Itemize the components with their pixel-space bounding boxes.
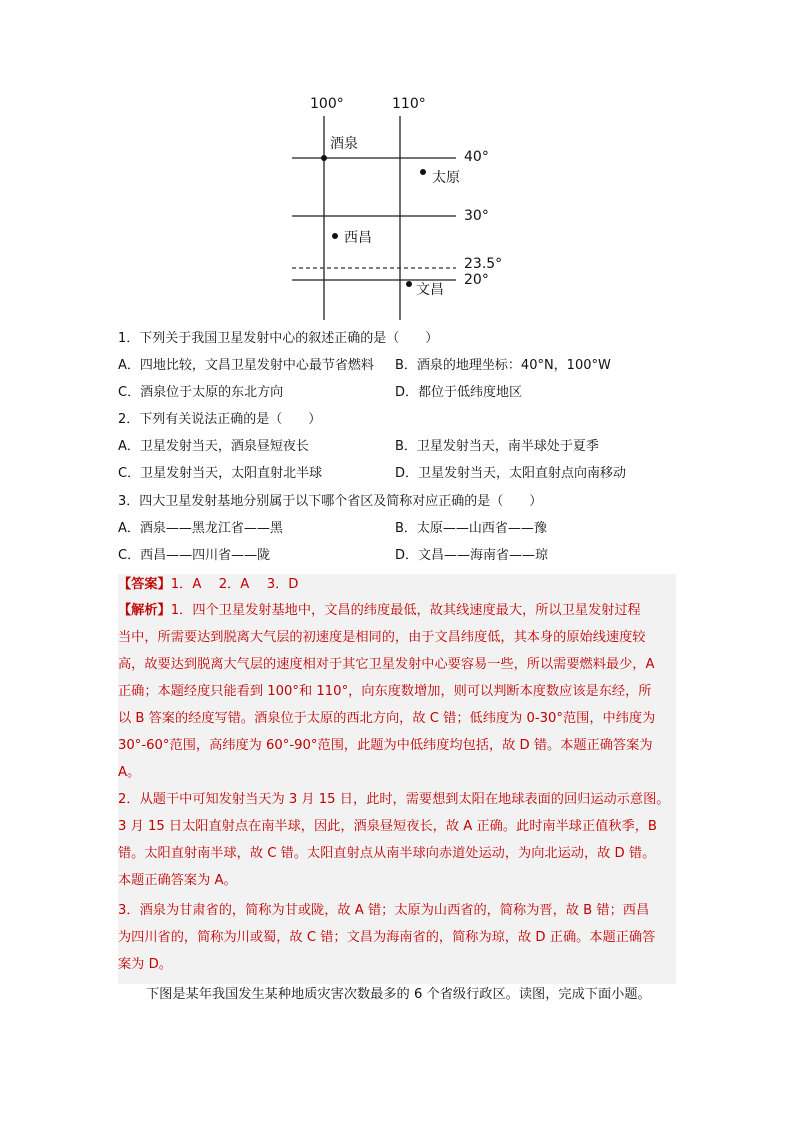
analysis-line-4: 正确；本题经度只能看到 100°和 110°，向东度数增加，则可以判断本度数应该是东经，所 [118,684,652,699]
map-grid [280,88,520,324]
analysis-line-5: 以 B 答案的经度写错。酒泉位于太原的西北方向，故 C 错；低纬度为 0-30°范围，中纬度为 [118,711,656,726]
satellite-base-map [280,88,520,324]
question-2-option-a: A．卫星发射当天，酒泉昼短夜长 [118,439,309,454]
question-2-option-c: C．卫星发射当天，太阳直射北半球 [118,466,323,481]
jiuquan-point [321,155,327,161]
taiyuan-point [420,169,426,175]
lat-label-30: 30° [464,208,489,224]
answer-tag: 【答案】 [118,577,171,592]
analysis-line-9: 3 月 15 日太阳直射点在南半球，因此，酒泉昼短夜长，故 A 正确。此时南半球正值秋季，B [118,819,657,834]
analysis-line-12: 3．酒泉为甘肃省的，简称为甘或陇，故 A 错；太原为山西省的，简称为晋，故 B 错；西昌 [118,903,650,918]
analysis-line-10: 错。太阳直射南半球，故 C 错。太阳直射点从南半球向赤道处运动，为向北运动，故 D 错。 [118,846,656,861]
question-1-stem: 1．下列关于我国卫星发射中心的叙述正确的是（ ） [118,331,439,346]
analysis-line-2: 当中，所需要达到脱离大气层的初速度是相同的，由于文昌纬度低，其本身的原始线速度较 [118,630,646,645]
analysis-line-1: 【解析】1．四个卫星发射基地中，文昌的纬度最低，故其线速度最大，所以卫星发射过程 [118,603,641,618]
question-3-option-d: D．文昌——海南省——琼 [395,548,549,563]
question-3-option-a: A．酒泉——黑龙江省——黑 [118,521,283,536]
analysis-tag: 【解析】 [118,603,171,618]
question-1-option-b: B．酒泉的地理坐标：40°N，100°W [395,358,611,373]
analysis-line-7: A。 [118,765,141,780]
analysis-line-3: 高，故要达到脱离大气层的速度相对于其它卫星发射中心要容易一些，所以需要燃料最少，A [118,657,655,672]
question-3-option-c: C．西昌——四川省——陇 [118,548,271,563]
analysis-line-13: 为四川省的，简称为川或蜀，故 C 错；文昌为海南省的，简称为琼，故 D 正确。本题正确答 [118,930,656,945]
question-3-stem: 3．四大卫星发射基地分别属于以下哪个省区及简称对应正确的是（ ） [118,494,543,509]
xichang-point [332,233,338,239]
place-label-jiuquan: 酒泉 [330,136,358,152]
answer-text: 1．A 2．A 3．D [170,577,299,592]
question-1-option-c: C．酒泉位于太原的东北方向 [118,385,284,400]
lat-label-20: 20° [464,272,489,288]
question-2-option-b: B．卫星发射当天，南半球处于夏季 [395,439,599,454]
answer-line [118,576,298,594]
analysis-line-14: 案为 D。 [118,957,172,972]
lat-label-40: 40° [464,149,489,165]
analysis-line-11: 本题正确答案为 A。 [118,873,237,888]
question-1-option-d: D．都位于低纬度地区 [395,385,523,400]
place-label-taiyuan: 太原 [432,170,460,186]
place-label-wenchang: 文昌 [416,282,444,298]
question-2-stem: 2．下列有关说法正确的是（ ） [118,412,322,427]
place-label-xichang: 西昌 [344,230,372,246]
lon-label-110: 110° [392,96,426,112]
lat-label-23-5: 23.5° [464,256,503,272]
question-3-option-b: B．太原——山西省——豫 [395,521,547,536]
next-section-intro: 下图是某年我国发生某种地质灾害次数最多的 6 个省级行政区。读图，完成下面小题。 [146,987,651,1002]
analysis-line-8: 2．从题干中可知发射当天为 3 月 15 日，此时，需要想到太阳在地球表面的回归运动示意图。 [118,792,670,807]
lon-label-100: 100° [310,96,344,112]
wenchang-point [406,281,412,287]
question-1-option-a: A．四地比较，文昌卫星发射中心最节省燃料 [118,358,374,373]
question-2-option-d: D．卫星发射当天，太阳直射点向南移动 [395,466,627,481]
analysis-line-6: 30°-60°范围，高纬度为 60°-90°范围，此题为中低纬度均包括，故 D 错。本题正确答案为 [118,738,653,753]
answer-analysis-block [118,574,676,984]
